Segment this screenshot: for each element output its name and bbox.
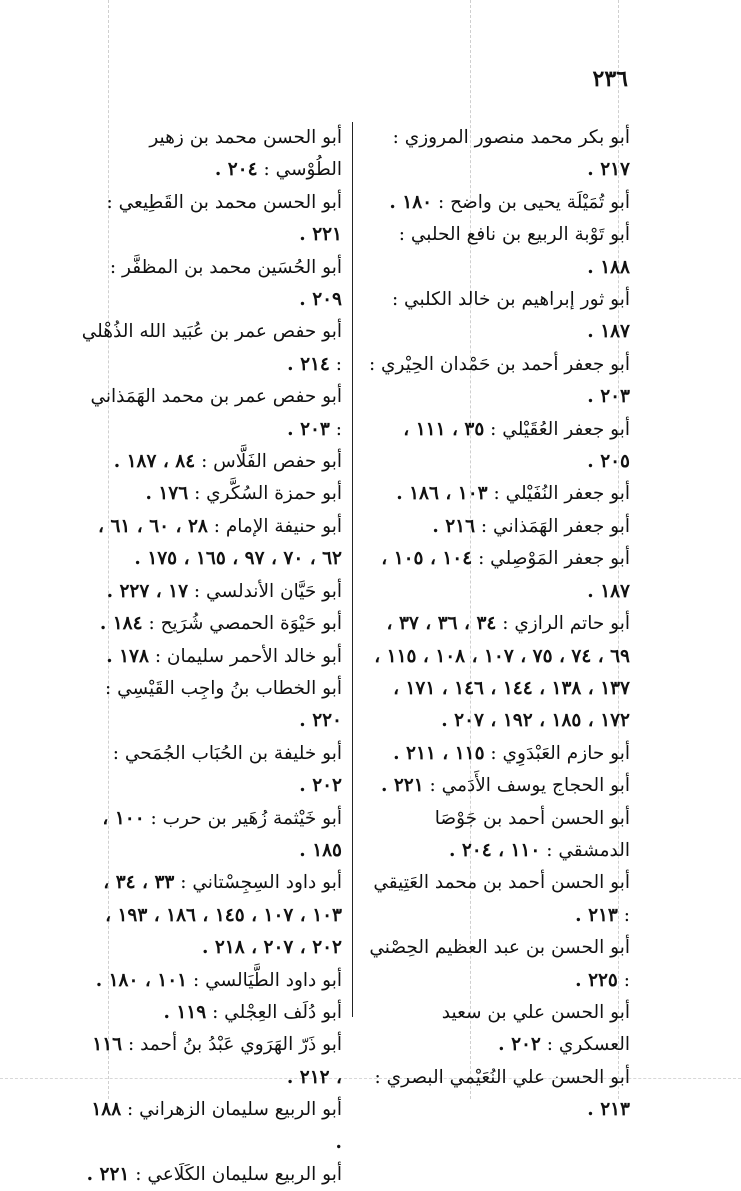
- index-entry: [368, 803, 630, 868]
- entry-pages: ٢١٤ .: [287, 353, 330, 375]
- index-entry: [80, 187, 342, 252]
- index-entry: [368, 867, 630, 932]
- entry-name: أبو داود السِجِسْتاني :: [180, 872, 342, 894]
- index-entry: [368, 997, 630, 1062]
- index-entry: [368, 349, 630, 414]
- entry-pages: ٢١٦ .: [432, 515, 476, 537]
- entry-name: أبو حمزة السُكَّري :: [194, 483, 342, 505]
- entry-pages: ٢٢١ .: [380, 775, 424, 797]
- entry-name: أبو الحسن علي النُعَيْمي البصري :: [374, 1066, 630, 1088]
- entry-pages: ١٠١ ، ١٨٠ .: [95, 969, 188, 991]
- entry-pages: ٢٢١ .: [299, 224, 342, 246]
- index-entry: [368, 1062, 630, 1127]
- index-entry: [368, 608, 630, 738]
- entry-pages: ٢٠٢ .: [299, 775, 342, 797]
- entry-pages: ٢٨ ، ٦٠ ، ٦١ ، ٦٢ ، ٧٠ ، ٩٧ ، ١٦٥ ، ١٧٥ .: [98, 515, 342, 570]
- entry-name: أبو جعفر النُفَيْلي :: [493, 483, 630, 505]
- index-entry: [80, 673, 342, 738]
- entry-name: أبو داود الطَّيَالسي :: [192, 969, 342, 991]
- left-column: [80, 122, 342, 1191]
- index-entry: [368, 543, 630, 608]
- entry-pages: ٢٠٣ .: [587, 386, 630, 408]
- index-entry: [80, 1159, 342, 1191]
- entry-pages: ١٨٨ .: [91, 1099, 342, 1153]
- entry-pages: ٢١٣ .: [587, 1099, 630, 1121]
- index-entry: [368, 122, 630, 187]
- index-entry: [80, 641, 342, 673]
- index-entry: [80, 478, 342, 510]
- entry-pages: ١٠٠ ، ١٨٥ .: [102, 807, 342, 861]
- entry-name: أبو خليفة بن الحُبَاب الجُمَحي :: [112, 742, 342, 764]
- entry-name: أبو خَيْثمة زُهَير بن حرب :: [150, 807, 342, 829]
- entry-pages: ١٧٦ .: [145, 483, 189, 505]
- index-entry: [80, 122, 342, 187]
- index-entry: [368, 932, 630, 997]
- entry-name: أبو الحسن محمد بن القَطِيعي :: [106, 191, 342, 213]
- entry-name: أبو حنيفة الإمام :: [213, 515, 342, 537]
- entry-name: أبو ثور إبراهيم بن خالد الكلبي :: [391, 289, 630, 311]
- index-entry: [368, 219, 630, 284]
- entry-pages: ٢٠٩ .: [299, 289, 342, 311]
- entry-name: أبو جعفر الهَمَذاني :: [480, 515, 630, 537]
- index-entry: [80, 1029, 342, 1094]
- entry-name: أبو تُمَيْلَة يحيى بن واضح :: [437, 191, 630, 213]
- entry-name: أبو الحسن علي بن سعيد العسكري :: [441, 1001, 630, 1056]
- entry-name: أبو جعفر المَوْصِلي :: [478, 548, 630, 570]
- index-entry: [80, 511, 342, 576]
- entry-name: أبو الحسن أحمد بن جَوْصَا الدمشقي :: [434, 807, 630, 861]
- index-entry: [368, 770, 630, 802]
- entry-name: أبو بكر محمد منصور المروزي :: [392, 127, 630, 148]
- index-entry: [80, 867, 342, 964]
- entry-pages: ١٨٧ .: [587, 321, 630, 343]
- index-entry: [368, 511, 630, 543]
- entry-pages: ١٨٤ .: [99, 613, 143, 635]
- entry-pages: ١١٦ ، ٢١٢ .: [92, 1034, 342, 1088]
- right-column: [368, 122, 630, 1127]
- entry-pages: ١٠٣ ، ١٨٦ .: [396, 483, 488, 505]
- entry-pages: ٨٤ ، ١٨٧ .: [113, 451, 196, 473]
- entry-name: أبو الربيع سليمان الزهراني :: [127, 1099, 342, 1121]
- index-entry: [80, 446, 342, 478]
- entry-pages: ١١٠ ، ٢٠٤ .: [448, 839, 541, 861]
- entry-name: أبو جعفر أحمد بن حَمْدان الحِيْري :: [368, 353, 630, 375]
- entry-name: أبو الربيع سليمان الكَلَاعي :: [135, 1164, 342, 1185]
- entry-pages: ٣٣ ، ٣٤ ، ١٠٣ ، ١٠٧ ، ١٤٥ ، ١٨٦ ، ١٩٣ ، ٢٠٢ ، ٢٠٧ ، ٢١٨ .: [103, 872, 342, 959]
- entry-pages: ٣٤ ، ٣٦ ، ٣٧ ، ٦٩ ، ٧٤ ، ٧٥ ، ١٠٧ ، ١٠٨ ، ١١٥ ، ١٣٧ ، ١٣٨ ، ١٤٤ ، ١٤٦ ، ١٧١ ، ١٧٢ ، ١٨٥ ، ١٩٢ ، ٢٠٧ .: [374, 613, 630, 732]
- index-entry: [80, 997, 342, 1029]
- entry-pages: ١١٩ .: [163, 1001, 207, 1023]
- entry-name: أبو حفص عمر بن محمد الهَمَذاني :: [90, 386, 342, 440]
- entry-name: أبو الحسن بن عبد العظيم الحِصْني :: [369, 937, 630, 991]
- entry-name: أبو الحجاج يوسف الأَدَمي :: [429, 775, 630, 797]
- entry-pages: ٣٥ ، ١١١ ، ٢٠٥ .: [403, 418, 630, 473]
- index-entry: [80, 965, 342, 997]
- entry-pages: ١٧٨ .: [106, 645, 149, 667]
- entry-name: أبو دُلَف العِجْلي :: [212, 1001, 342, 1023]
- index-entry: [80, 608, 342, 640]
- entry-name: أبو خالد الأحمر سليمان :: [154, 645, 342, 667]
- entry-pages: ٢٢١ .: [86, 1164, 130, 1185]
- index-entry: [80, 252, 342, 317]
- entry-name: أبو حفص عمر بن عُبَيد الله الذُهْلي :: [81, 321, 342, 375]
- entry-pages: ٢٠٣ .: [287, 418, 330, 440]
- entry-name: أبو ذَرّ الهَرَوي عَبْدُ بنُ أحمد :: [127, 1034, 342, 1056]
- entry-name: أبو الحسن محمد بن زهير الطُوْسي :: [149, 127, 342, 181]
- entry-name: أبو تَوْبة الربيع بن نافع الحلبي :: [398, 224, 630, 246]
- entry-name: أبو الحُسَين محمد بن المظفَّر :: [109, 256, 342, 278]
- entry-name: أبو حَيَّان الأندلسي :: [193, 580, 342, 602]
- index-entry: [80, 381, 342, 446]
- index-entry: [80, 738, 342, 803]
- index-entry: [368, 284, 630, 349]
- entry-name: أبو حفص الفَلَّاس :: [201, 451, 342, 473]
- index-entry: [80, 316, 342, 381]
- entry-name: أبو حاتم الرازي :: [502, 613, 630, 635]
- index-entry: [80, 576, 342, 608]
- column-divider: [352, 122, 353, 1017]
- entry-name: أبو جعفر العُقَيْلي :: [490, 418, 630, 440]
- entry-pages: ٢١٣ .: [575, 904, 618, 926]
- entry-pages: ٢٢٥ .: [575, 969, 618, 991]
- index-entry: [368, 414, 630, 479]
- page-number: ٢٣٦: [592, 66, 628, 92]
- entry-name: أبو حازم العَبْدَوِي :: [490, 742, 630, 764]
- entry-pages: ٢٢٠ .: [299, 710, 342, 732]
- entry-pages: ١١٥ ، ٢١١ .: [393, 742, 485, 764]
- entry-pages: ٢٠٢ .: [498, 1034, 541, 1056]
- entry-pages: ٢١٧ .: [587, 159, 630, 181]
- index-entry: [80, 803, 342, 868]
- entry-pages: ٢٠٤ .: [214, 159, 258, 181]
- index-entry: [368, 187, 630, 219]
- entry-name: أبو حَيْوَة الحمصي شُرَيح :: [148, 613, 342, 635]
- index-entry: [80, 1094, 342, 1159]
- entry-pages: ١٨٠ .: [389, 191, 433, 213]
- entry-name: أبو الحسن أحمد بن محمد العَتِيقي :: [373, 872, 630, 926]
- entry-name: أبو الخطاب بنُ واجِب القَيْسِي :: [105, 677, 342, 699]
- index-entry: [368, 478, 630, 510]
- entry-pages: ١٧ ، ٢٢٧ .: [106, 580, 189, 602]
- entry-pages: ١٠٤ ، ١٠٥ ، ١٨٧ .: [381, 548, 630, 602]
- entry-pages: ١٨٨ .: [587, 256, 630, 278]
- index-entry: [368, 738, 630, 770]
